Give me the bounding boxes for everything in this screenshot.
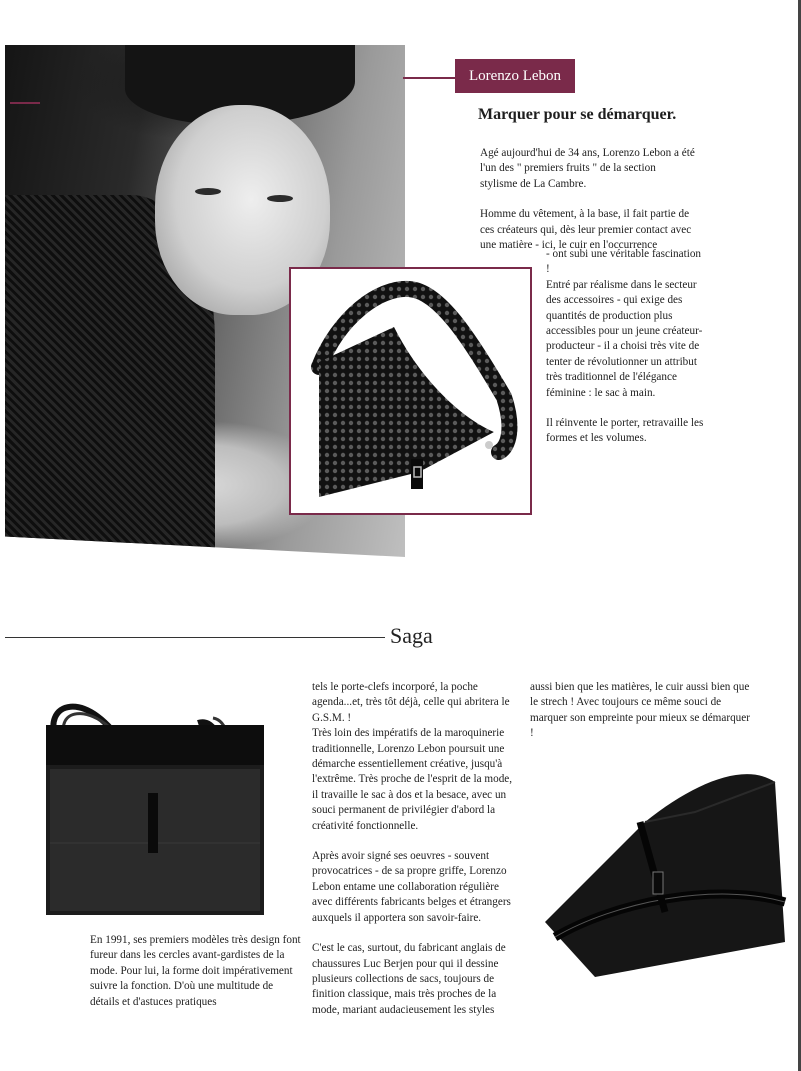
bag-photo-frame [289,267,532,515]
saga-column-3 [530,680,755,757]
right-eye [267,195,293,202]
saga-paragraph: Très loin des impératifs de la maroquinerie traditionnelle, Lorenzo Lebon poursuit une démarche essentiellement créative, jusqu'à l'extrême. Très proche de l'esprit de la mode, il travaille le sac à dos et la besace, avec un souci permanent de privilégier d'abord la créativité fonctionnelle. [312,727,513,832]
saga-paragraph: Après avoir signé ses oeuvres - souvent provocatrices - de sa propre griffe, Lorenzo Lebon entame une collaboration régulière avec différents fabricants belges et étrangers auxquels il apportera son savoir-faire. [312,850,511,924]
intro-paragraph: Agé aujourd'hui de 34 ans, Lorenzo Lebon a été l'un des " premiers fruits " de la section stylisme de La Cambre. [480,147,695,190]
intro-paragraph: Homme du vêtement, à la base, il fait partie de ces créateurs qui, dès leur premier contact avec une matière - ici, le cuir en l'occurrence [480,208,692,252]
saga-column-1 [90,933,305,1025]
headline: Marquer pour se démarquer. [478,106,677,123]
saga-divider [5,637,385,638]
woven-bag-image [299,277,522,505]
narrow-paragraph: - ont subi une véritable fascination ! [546,248,702,276]
backpack-image [535,752,790,990]
narrow-paragraph: Il réinvente le porter, retravaille les formes et les volumes. [546,417,704,445]
narrow-paragraph: Entré par réalisme dans le secteur des accessoires - qui exige des quantités de production plus accessibles pour un jeune créateur-producteur - il a choisi très vite de tenter de révolutionner un attribut très traditionnel de l'élégance féminine : le sac à main. [546,278,703,399]
saga-paragraph: En 1991, ses premiers modèles très design font fureur dans les cercles avant-gardistes de la mode. Pour lui, la forme doit impérativement suivre la fonction. D'où une multitude de détails et d'astuces pratiques [90,934,301,1008]
saga-paragraph: aussi bien que les matières, le cuir aussi bien que le strech ! Avec toujours ce même souci de marquer son empreinte pour mieux se démarquer ! [530,681,750,740]
tote-bag-image [28,683,281,918]
section-title: Saga [390,623,433,648]
saga-column-2 [312,680,517,1033]
saga-paragraph: tels le porte-clefs incorporé, la poche agenda...et, très tôt déjà, celle qui abritera le G.S.M. ! [312,681,510,724]
left-eye [195,188,221,195]
accent-rule-right [403,77,455,79]
narrow-column-text [546,247,706,462]
accent-rule-left [10,102,40,104]
saga-paragraph: C'est le cas, surtout, du fabricant anglais de chaussures Luc Berjen pour qui il dessine plusieurs collections de sacs, toujours de finition classique, mais très proches de la mode, mariant audacieusement les styles [312,942,506,1016]
name-tag: Lorenzo Lebon [455,59,575,93]
